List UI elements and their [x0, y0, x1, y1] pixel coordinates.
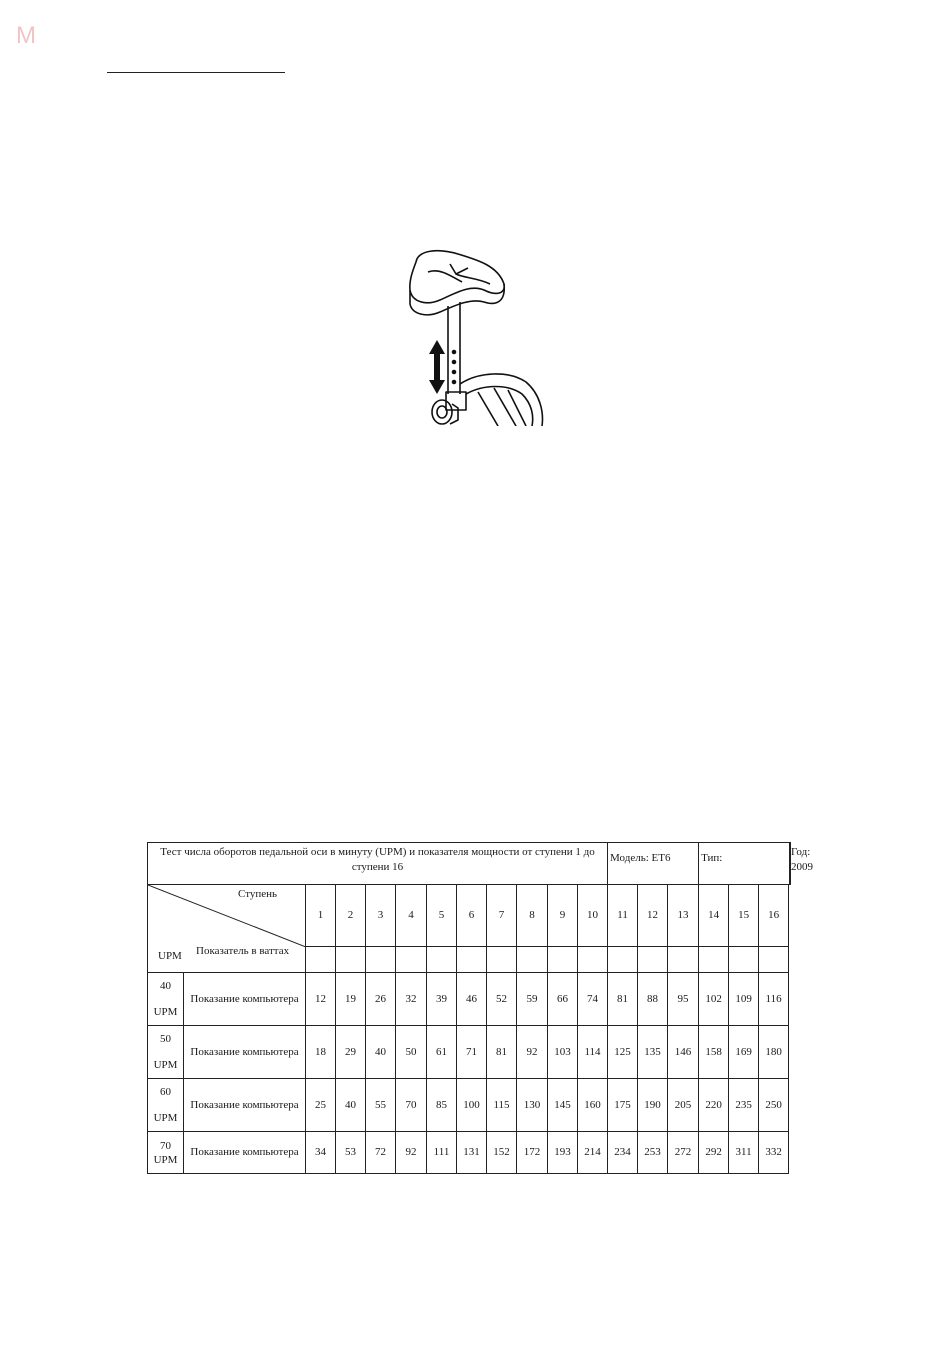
value-cell: 253: [638, 1132, 668, 1174]
upm-value-cell: 70 UPM: [148, 1132, 184, 1174]
value-cell: 18: [306, 1026, 336, 1079]
value-cell: 152: [487, 1132, 517, 1174]
value-cell: 32: [396, 973, 427, 1026]
value-cell: 145: [548, 1079, 578, 1132]
value-cell: 235: [729, 1079, 759, 1132]
step-cell: 16: [759, 885, 789, 947]
value-cell: 114: [578, 1026, 608, 1079]
value-cell: 234: [608, 1132, 638, 1174]
header-rule: [107, 72, 285, 73]
value-cell: 146: [668, 1026, 699, 1079]
empty-cell: [457, 947, 487, 973]
step-cell: 4: [396, 885, 427, 947]
value-cell: 111: [427, 1132, 457, 1174]
value-cell: 70: [396, 1079, 427, 1132]
value-cell: 71: [457, 1026, 487, 1079]
step-cell: 6: [457, 885, 487, 947]
row-label: Показание компьютера: [184, 973, 306, 1026]
value-cell: 130: [517, 1079, 548, 1132]
empty-cell: [759, 947, 789, 973]
value-cell: 74: [578, 973, 608, 1026]
value-cell: 332: [759, 1132, 789, 1174]
value-cell: 103: [548, 1026, 578, 1079]
value-cell: 175: [608, 1079, 638, 1132]
year-cell: Год: 2009: [791, 846, 814, 873]
value-cell: 29: [336, 1026, 366, 1079]
empty-cell: [396, 947, 427, 973]
value-cell: 95: [668, 973, 699, 1026]
value-cell: 131: [457, 1132, 487, 1174]
value-cell: 92: [517, 1026, 548, 1079]
value-cell: 180: [759, 1026, 789, 1079]
row-label: Показание компьютера: [184, 1079, 306, 1132]
value-cell: 311: [729, 1132, 759, 1174]
watermark-logo: M: [16, 22, 36, 49]
value-cell: 102: [699, 973, 729, 1026]
value-cell: 55: [366, 1079, 396, 1132]
table-header-row: [148, 843, 791, 885]
value-cell: 46: [457, 973, 487, 1026]
step-cell: 14: [699, 885, 729, 947]
rpm-power-table: [147, 842, 814, 1174]
value-cell: 135: [638, 1026, 668, 1079]
empty-cell: [487, 947, 517, 973]
upm-value-cell: 50 UPM: [148, 1026, 184, 1079]
empty-cell: [517, 947, 548, 973]
seat-adjustment-illustration: [408, 244, 548, 426]
step-cell: 10: [578, 885, 608, 947]
step-cell: 9: [548, 885, 578, 947]
value-cell: 34: [306, 1132, 336, 1174]
empty-cell: [608, 947, 638, 973]
value-cell: 19: [336, 973, 366, 1026]
value-cell: 115: [487, 1079, 517, 1132]
step-cell: 11: [608, 885, 638, 947]
value-cell: 66: [548, 973, 578, 1026]
empty-cell: [548, 947, 578, 973]
value-cell: 92: [396, 1132, 427, 1174]
row-label: Показание компьютера: [184, 1132, 306, 1174]
value-cell: 52: [487, 973, 517, 1026]
value-cell: 214: [578, 1132, 608, 1174]
value-cell: 40: [336, 1079, 366, 1132]
empty-cell: [336, 947, 366, 973]
value-cell: 85: [427, 1079, 457, 1132]
empty-cell: [668, 947, 699, 973]
value-cell: 81: [487, 1026, 517, 1079]
step-cell: 7: [487, 885, 517, 947]
empty-cell: [306, 947, 336, 973]
step-cell: 5: [427, 885, 457, 947]
steps-row: [148, 885, 791, 947]
type-cell: Тип:: [699, 843, 790, 885]
empty-cell: [638, 947, 668, 973]
upm-value-cell: 60 UPM: [148, 1079, 184, 1132]
value-cell: 190: [638, 1079, 668, 1132]
value-cell: 59: [517, 973, 548, 1026]
step-cell: 13: [668, 885, 699, 947]
value-cell: 26: [366, 973, 396, 1026]
value-cell: 109: [729, 973, 759, 1026]
watts-label: Показатель в ваттах: [196, 945, 290, 957]
value-cell: 160: [578, 1079, 608, 1132]
value-cell: 205: [668, 1079, 699, 1132]
value-cell: 292: [699, 1132, 729, 1174]
empty-cell: [427, 947, 457, 973]
upm-label: UPM: [158, 950, 182, 962]
table-row: [148, 1079, 791, 1132]
step-cell: 12: [638, 885, 668, 947]
value-cell: 100: [457, 1079, 487, 1132]
value-cell: 272: [668, 1132, 699, 1174]
value-cell: 12: [306, 973, 336, 1026]
value-cell: 81: [608, 973, 638, 1026]
upm-value-cell: 40 UPM: [148, 973, 184, 1026]
table-row: [148, 973, 791, 1026]
value-cell: 50: [396, 1026, 427, 1079]
value-cell: 39: [427, 973, 457, 1026]
table-title: Тест числа оборотов педальной оси в минуту (UPM) и показателя мощности от ступени 1 до ступени 16: [148, 843, 608, 885]
value-cell: 88: [638, 973, 668, 1026]
value-cell: 61: [427, 1026, 457, 1079]
value-cell: 220: [699, 1079, 729, 1132]
step-cell: 2: [336, 885, 366, 947]
table-row: [148, 1026, 791, 1079]
step-cell: 3: [366, 885, 396, 947]
empty-cell: [578, 947, 608, 973]
seat-post-drawing: [408, 244, 548, 426]
step-label: Ступень: [238, 888, 278, 900]
value-cell: 169: [729, 1026, 759, 1079]
model-cell: Модель: ET6: [608, 843, 699, 885]
value-cell: 53: [336, 1132, 366, 1174]
value-cell: 158: [699, 1026, 729, 1079]
value-cell: 25: [306, 1079, 336, 1132]
step-cell: 15: [729, 885, 759, 947]
value-cell: 193: [548, 1132, 578, 1174]
table-row: [148, 1132, 791, 1174]
value-cell: 72: [366, 1132, 396, 1174]
value-cell: 250: [759, 1079, 789, 1132]
value-cell: 125: [608, 1026, 638, 1079]
step-cell: 1: [306, 885, 336, 947]
corner-header: [148, 885, 306, 973]
empty-cell: [366, 947, 396, 973]
empty-cell: [729, 947, 759, 973]
row-label: Показание компьютера: [184, 1026, 306, 1079]
step-cell: 8: [517, 885, 548, 947]
value-cell: 116: [759, 973, 789, 1026]
value-cell: 40: [366, 1026, 396, 1079]
empty-cell: [699, 947, 729, 973]
value-cell: 172: [517, 1132, 548, 1174]
